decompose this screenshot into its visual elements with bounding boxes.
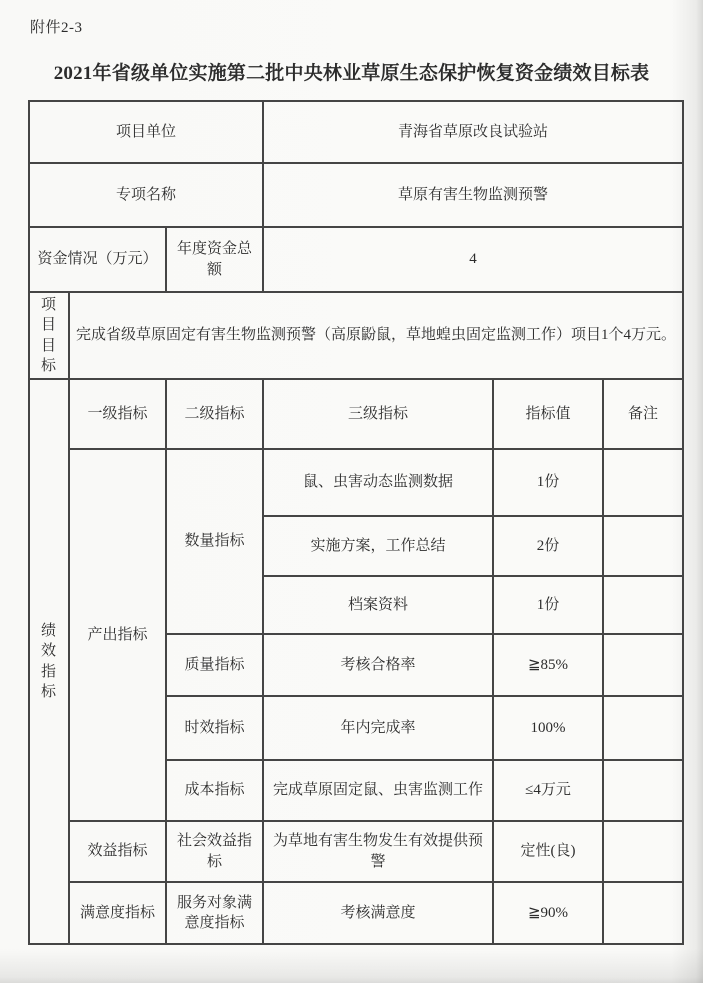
project-goal-content: 完成省级草原固定有害生物监测预警（高原鼢鼠，草地蝗虫固定监测工作）项目1个4万元。 [69,292,683,379]
indicator-remark [603,760,683,821]
indicator-value: ≧85% [493,634,603,696]
table-row-indicator [29,882,683,944]
indicator-remark [603,516,683,576]
table-row-funding [29,227,683,292]
table-row-project-goal [29,292,683,379]
table-row-indicator [29,449,683,516]
indicator-name: 鼠、虫害动态监测数据 [263,449,493,516]
header-remark: 备注 [603,379,683,449]
indicator-remark [603,821,683,882]
table-row-special-name [29,163,683,227]
indicator-name: 年内完成率 [263,696,493,760]
indicator-value: 定性(良) [493,821,603,882]
indicator-remark [603,696,683,760]
indicator-value: 100% [493,696,603,760]
level2-quality-label: 质量指标 [166,634,263,696]
indicator-remark [603,449,683,516]
special-name-label: 专项名称 [29,163,263,227]
indicator-value: 1份 [493,576,603,634]
indicator-value: 2份 [493,516,603,576]
table-row-indicator [29,821,683,882]
indicator-value: 1份 [493,449,603,516]
indicator-remark [603,634,683,696]
header-level1: 一级指标 [69,379,166,449]
level2-social-benefit-label: 社会效益指标 [166,821,263,882]
level2-service-satisfaction-label: 服务对象满意度指标 [166,882,263,944]
indicator-name: 实施方案，工作总结 [263,516,493,576]
level2-timeliness-label: 时效指标 [166,696,263,760]
level1-satisfaction-label: 满意度指标 [69,882,166,944]
header-value: 指标值 [493,379,603,449]
indicator-remark [603,576,683,634]
level1-output-label: 产出指标 [69,449,166,821]
project-unit-value: 青海省草原改良试验站 [263,101,683,163]
project-unit-label: 项目单位 [29,101,263,163]
special-name-value: 草原有害生物监测预警 [263,163,683,227]
attachment-label: 附件2-3 [30,20,83,36]
indicator-name: 考核合格率 [263,634,493,696]
table-row-project-unit [29,101,683,163]
page-title: 2021年省级单位实施第二批中央林业草原生态保护恢复资金绩效目标表 [53,63,650,84]
level2-cost-label: 成本指标 [166,760,263,821]
indicator-name: 完成草原固定鼠、虫害监测工作 [263,760,493,821]
funding-label: 资金情况（万元） [29,227,166,292]
level2-quantity-label: 数量指标 [166,449,263,634]
funding-value: 4 [263,227,683,292]
level1-benefit-label: 效益指标 [69,821,166,882]
indicator-name: 为草地有害生物发生有效提供预警 [263,821,493,882]
indicator-name: 考核满意度 [263,882,493,944]
indicator-remark [603,882,683,944]
header-level3: 三级指标 [263,379,493,449]
project-goal-label: 项目目标 [29,292,69,379]
performance-target-table [28,100,684,945]
performance-section-label: 绩效指标 [29,379,69,944]
indicator-name: 档案资料 [263,576,493,634]
indicator-value: ≧90% [493,882,603,944]
header-level2: 二级指标 [166,379,263,449]
indicator-value: ≤4万元 [493,760,603,821]
table-row-indicator-header [29,379,683,449]
funding-sublabel: 年度资金总额 [166,227,263,292]
